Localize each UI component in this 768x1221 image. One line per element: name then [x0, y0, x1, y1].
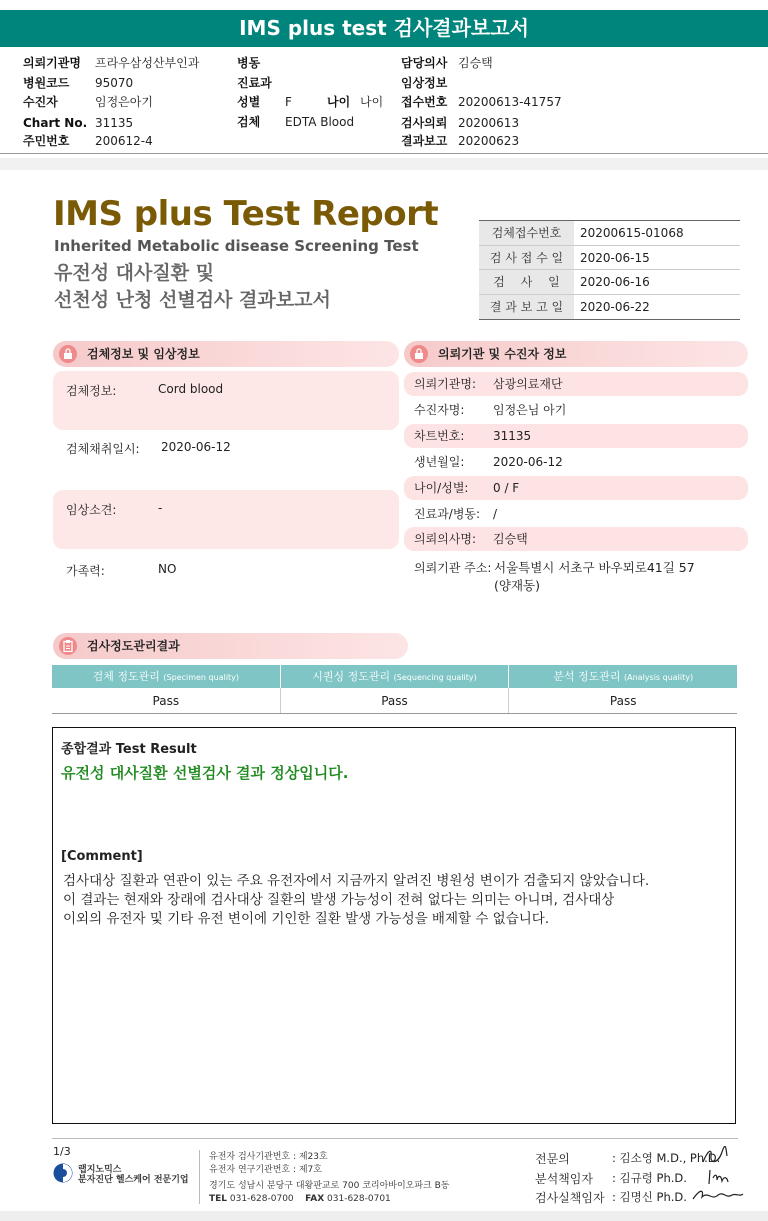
footer-vertical-divider [199, 1150, 200, 1204]
client-row [404, 476, 748, 500]
quality-table-body [52, 688, 737, 714]
hdr-value-institution: 프라우삼성산부인과 [95, 56, 200, 70]
hdr-label-chart-no: Chart No. [23, 116, 88, 130]
client-row [404, 527, 748, 551]
result-main: 유전성 대사질환 선별검사 결과 정상입니다. [61, 764, 349, 782]
dates-label: 검체접수번호 [479, 221, 574, 245]
client-value: 31135 [493, 429, 532, 443]
hdr-value-patient: 임정은아기 [95, 95, 153, 109]
staff-role-1: 전문의 [535, 1152, 570, 1166]
logo-text-1: 랩지노믹스 [78, 1165, 122, 1175]
hdr-value-doctor: 김승택 [458, 56, 493, 70]
client-row [404, 398, 748, 422]
quality-value-specimen: Pass [152, 694, 180, 708]
quality-col-label: 검체 정도관리 [92, 670, 160, 683]
hdr-value-report-date: 20200623 [458, 134, 520, 148]
hdr-label-sex: 성별 [237, 95, 261, 109]
org-line-3: 경기도 성남시 분당구 대왕판교로 700 코리아바이오파크 B동 [209, 1181, 450, 1191]
header-gray-band [0, 158, 768, 170]
specimen-value: Cord blood [158, 382, 224, 396]
collection-date-label: 검체채취일시: [66, 442, 140, 456]
dates-value: 2020-06-22 [580, 299, 650, 314]
family-history-label: 가족력: [66, 564, 105, 578]
client-value: 삼광의료재단 [493, 377, 563, 391]
report-title-ko-2: 선천성 난청 선별검사 결과보고서 [54, 289, 331, 311]
clinical-finding-label: 임상소견: [66, 503, 117, 517]
tel-label: TEL [209, 1194, 228, 1204]
dates-value: 2020-06-16 [580, 275, 650, 289]
signature-1 [700, 1146, 730, 1168]
report-subtitle-en: Inherited Metabolic disease Screening Test [54, 237, 419, 255]
logo-text-2: 분자진단 헬스케어 전문기업 [78, 1175, 189, 1185]
quality-col-label: 시퀀싱 정도관리 [312, 670, 391, 683]
report-title-en: IMS plus Test Report [53, 194, 439, 234]
hdr-value-chart-no: 31135 [95, 116, 134, 130]
dates-value: 20200615-01068 [580, 226, 684, 240]
hdr-value-specimen: EDTA Blood [285, 115, 355, 129]
hdr-label-institution: 의뢰기관명 [23, 56, 81, 70]
specimen-section-header [53, 341, 399, 367]
dates-row [479, 295, 740, 320]
quality-section-title: 검사정도관리결과 [87, 639, 180, 653]
page-number: 1/3 [53, 1145, 71, 1158]
hdr-value-request-date: 20200613 [458, 116, 520, 130]
client-row [404, 372, 748, 396]
client-label: 의뢰기관명: [414, 377, 477, 391]
quality-col-sub: (Analysis quality) [624, 673, 694, 682]
hdr-value-receipt-no: 20200613-41757 [458, 95, 562, 109]
report-title-ko-1: 유전성 대사질환 및 [54, 262, 215, 284]
fax-value: 031-628-0701 [327, 1194, 391, 1204]
signature-3 [690, 1185, 746, 1205]
comment-line: 검사대상 질환과 연관이 있는 주요 유전자에서 지금까지 알려진 병원성 변이가 검출되지 않았습니다. [63, 873, 650, 889]
hdr-label-clinical-info: 임상정보 [401, 76, 448, 90]
dates-row [479, 270, 740, 295]
org-line-1: 유전자 검사기관번호 : 제23호 [209, 1152, 328, 1162]
hdr-label-id-number: 주민번호 [23, 134, 70, 148]
lock-icon [410, 345, 428, 363]
quality-col-analysis [508, 665, 737, 688]
collection-date-value: 2020-06-12 [161, 440, 231, 454]
address-line-2: (양재동) [494, 578, 540, 593]
specimen-section-title: 검체정보 및 임상정보 [87, 347, 200, 361]
hdr-label-hospital-code: 병원코드 [23, 76, 70, 90]
client-value: 임정은님 아기 [493, 403, 567, 417]
comment-header: [Comment] [61, 849, 143, 864]
dates-table [479, 220, 740, 320]
quality-section-header [53, 633, 408, 659]
dates-label: 결 과 보 고 일 [479, 295, 574, 320]
clinical-finding-block [53, 490, 399, 549]
hdr-value-age: 나이 [360, 95, 384, 109]
clinical-finding-value: - [158, 501, 163, 515]
quality-col-specimen [52, 665, 280, 688]
client-row [404, 424, 748, 448]
specimen-info-block [53, 371, 399, 430]
lock-icon [59, 345, 77, 363]
client-section-title: 의뢰기관 및 수진자 정보 [438, 347, 567, 361]
header-title-bar: IMS plus test 검사결과보고서 [0, 10, 768, 47]
client-value: / [493, 507, 498, 521]
org-line-2: 유전자 연구기관번호 : 제7호 [209, 1165, 322, 1175]
quality-col-sub: (Specimen quality) [163, 673, 240, 682]
staff-role-3: 검사실책임자 [535, 1191, 605, 1205]
hdr-label-patient: 수진자 [23, 95, 58, 109]
client-row [404, 450, 748, 474]
dates-value: 2020-06-15 [580, 250, 650, 265]
client-value: 0 / F [493, 481, 520, 495]
staff-name-3: : 김명신 Ph.D. [612, 1190, 687, 1204]
client-label: 수진자명: [414, 403, 465, 417]
company-logo-icon [53, 1163, 73, 1183]
staff-name-1: : 김소영 M.D., Ph.D. [612, 1151, 721, 1165]
hdr-value-id-number: 200612-4 [95, 134, 153, 148]
quality-table-header [52, 665, 737, 688]
quality-col-label: 분석 정도관리 [553, 670, 621, 683]
result-title: 종합결과 Test Result [61, 742, 197, 757]
hdr-label-report-date: 결과보고 [401, 134, 448, 148]
dates-row [479, 221, 740, 246]
client-section-header [404, 341, 748, 367]
client-value: 김승택 [493, 532, 528, 546]
result-box [52, 727, 736, 1124]
hdr-label-age: 나이 [327, 95, 351, 109]
quality-col-sub: (Sequencing quality) [393, 673, 477, 682]
quality-value-sequencing: Pass [280, 688, 509, 713]
hdr-value-sex: F [285, 95, 292, 109]
client-label: 차트번호: [414, 429, 465, 443]
hdr-label-request-date: 검사의뢰 [401, 116, 448, 130]
dates-row [479, 246, 740, 271]
address-line-1: 서울특별시 서초구 바우뫼로41길 57 [494, 560, 695, 575]
footer-divider [52, 1138, 738, 1139]
family-history-value: NO [158, 562, 177, 576]
comment-line: 이외의 유전자 및 기타 유전 변이에 기인한 질환 발생 가능성을 배제할 수 없습니다. [63, 911, 550, 927]
hdr-label-department: 진료과 [237, 76, 272, 90]
staff-name-2: : 김규령 Ph.D. [612, 1171, 687, 1185]
client-row [404, 502, 748, 526]
clipboard-icon [59, 637, 77, 655]
comment-line: 이 결과는 현재와 장래에 검사대상 질환의 발생 가능성이 전혀 없다는 의미는 아니며, 검사대상 [63, 892, 615, 908]
bottom-band [0, 1211, 768, 1221]
quality-value-analysis: Pass [508, 688, 737, 713]
client-label: 나이/성별: [414, 481, 469, 495]
fax-label: FAX [305, 1194, 325, 1204]
staff-role-2: 분석책임자 [535, 1172, 593, 1186]
client-label: 의뢰의사명: [414, 532, 477, 546]
hdr-label-receipt-no: 접수번호 [401, 95, 448, 109]
hdr-label-specimen: 검체 [237, 115, 261, 129]
dates-label: 검 사 일 [479, 270, 574, 294]
quality-col-sequencing [280, 665, 509, 688]
specimen-label: 검체정보: [66, 384, 117, 398]
hdr-label-doctor: 담당의사 [401, 56, 448, 70]
hdr-value-hospital-code: 95070 [95, 76, 134, 90]
client-label: 진료과/병동: [414, 507, 481, 521]
hdr-label-ward: 병동 [237, 56, 261, 70]
tel-value: 031-628-0700 [229, 1194, 294, 1204]
client-label: 생년월일: [414, 455, 465, 469]
header-divider [0, 153, 768, 154]
dates-label: 검 사 접 수 일 [479, 246, 574, 270]
client-value: 2020-06-12 [493, 455, 563, 469]
contact-line [209, 1193, 391, 1205]
address-label: 의뢰기관 주소: [414, 561, 492, 575]
